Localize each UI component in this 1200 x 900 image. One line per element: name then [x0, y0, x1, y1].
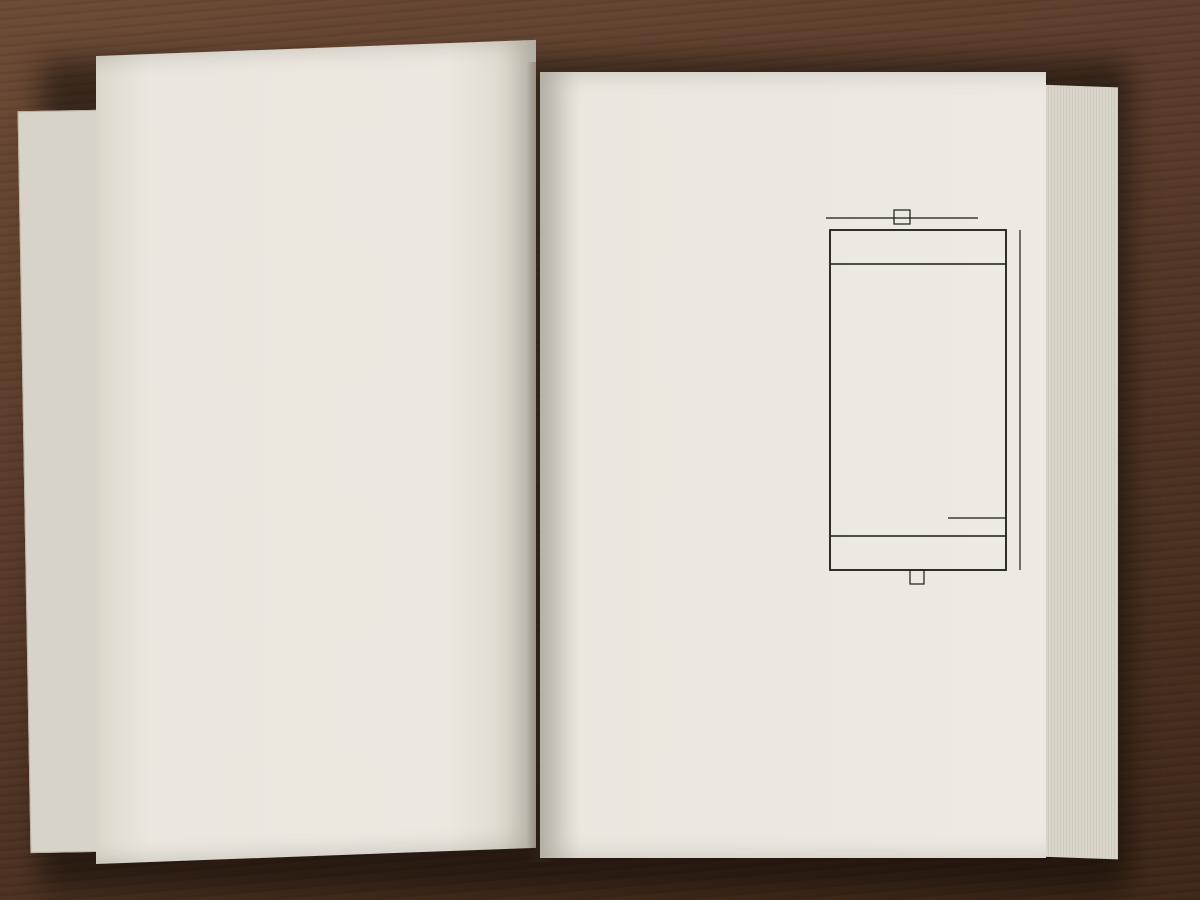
football-grid-diagram [798, 206, 1030, 626]
top-goal-post-marker [894, 210, 910, 224]
right-page [540, 72, 1046, 858]
left-page-column-1 [126, 141, 276, 147]
left-page-column-2 [292, 69, 518, 77]
field-outline [830, 230, 1006, 570]
left-page [96, 40, 536, 864]
bottom-goal-post-marker [910, 570, 924, 584]
right-page-column-2-top [802, 96, 1028, 98]
page-stack-edge [1040, 85, 1118, 860]
